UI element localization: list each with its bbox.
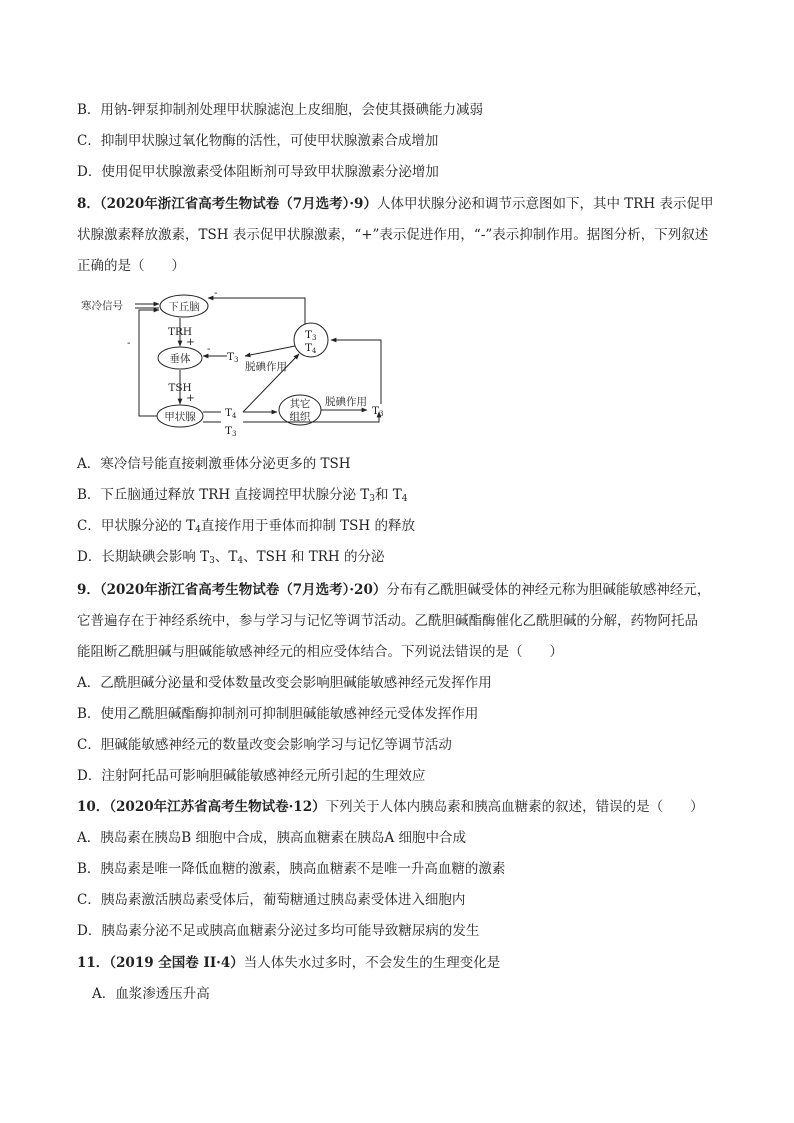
q9-stem-text: 分布有乙酰胆碱受体的神经元称为胆碱能敏感神经元， — [386, 582, 711, 598]
q9-option-d: D．注射阿托品可影响胆碱能敏感神经元所引起的生理效应 — [77, 768, 426, 784]
q10-stem — [77, 797, 704, 817]
q11-stem-text: 当人体失水过多时，不会发生的生理变化是 — [243, 955, 501, 971]
q10-option-d: D．胰岛素分泌不足或胰高血糖素分泌过多均可能导致糖尿病的发生 — [77, 923, 480, 939]
q8-option-d: D．长期缺碘会影响 $T_3$、$T_4$、TSH 和 TRH 的分泌 — [77, 549, 385, 566]
q10-header: 10．（2020年江苏省高考生物试卷·12） — [77, 799, 326, 815]
t4-label-thyroid: T4 — [225, 407, 237, 420]
deiodination-label-upper: 脱碘作用 — [245, 361, 287, 373]
other-tissue-label-1: 其它 — [289, 398, 311, 410]
q9-stem-line1 — [77, 580, 710, 600]
q8-stem-text: 人体甲状腺分泌和调节示意图如下，其中 TRH 表示促甲 — [376, 196, 714, 212]
q11-stem — [77, 953, 500, 973]
pituitary-label: 垂体 — [169, 353, 191, 365]
q7-option-c: C．抑制甲状腺过氧化物酶的活性，可使甲状腺激素合成增加 — [77, 133, 439, 149]
q8-option-a: A．寒冷信号能直接刺激垂体分泌更多的 TSH — [77, 456, 351, 472]
t3-label-blood: T3 — [305, 329, 317, 342]
q8-stem-line2: 状腺激素释放激素，TSH 表示促甲状腺激素，“+”表示促进作用，“-”表示抑制作用。据图分析，下列叙述 — [77, 227, 709, 243]
tsh-plus-sign: + — [186, 392, 195, 404]
q10-stem-text: 下列关于人体内胰岛素和胰高血糖素的叙述，错误的是（ ） — [325, 799, 704, 815]
t3-label-thyroid: T3 — [225, 425, 237, 438]
q8-option-c: C．甲状腺分泌的 $T_4$直接作用于垂体而抑制 TSH 的释放 — [77, 518, 415, 535]
q11-header: 11．（2019 全国卷 II·4） — [77, 955, 244, 971]
thyroid-label: 甲状腺 — [164, 411, 196, 423]
feedback-minus-sign-top: - — [214, 288, 218, 299]
feedback-minus-sign-pituitary: - — [207, 343, 211, 355]
t4-label-blood: T4 — [305, 342, 317, 355]
q9-option-a: A．乙酰胆碱分泌量和受体数量改变会影响胆碱能敏感神经元发挥作用 — [77, 675, 492, 691]
q7-option-b: B．用钠-钾泵抑制剂处理甲状腺滤泡上皮细胞，会使其摄碘能力减弱 — [77, 102, 483, 118]
q10-option-a: A．胰岛素在胰岛B 细胞中合成，胰高血糖素在胰岛A 细胞中合成 — [77, 830, 467, 846]
q9-stem-line2: 它普遍存在于神经系统中，参与学习与记忆等调节活动。乙酰胆碱酯酶催化乙酰胆碱的分解，药物阿托品 — [77, 613, 698, 629]
q9-stem-line3: 能阻断乙酰胆碱与胆碱能敏感神经元的相应受体结合。下列说法错误的是（ ） — [77, 644, 563, 660]
cold-signal-label: 寒冷信号 — [81, 300, 123, 312]
trh-plus-sign: + — [186, 336, 195, 348]
q7-option-d: D．使用促甲状腺激素受体阻断剂可导致甲状腺激素分泌增加 — [77, 164, 439, 180]
q9-option-b: B．使用乙酰胆碱酯酶抑制剂可抑制胆碱能敏感神经元受体发挥作用 — [77, 706, 479, 722]
other-tissue-label-2: 组织 — [289, 411, 311, 423]
tsh-label: TSH — [168, 382, 192, 394]
q8-header: 8．（2020年浙江省高考生物试卷（7月选考）·9） — [77, 196, 377, 212]
trh-label: TRH — [167, 326, 193, 338]
q8-stem-line3: 正确的是（ ） — [77, 258, 185, 274]
deiodination-label-lower: 脱碘作用 — [325, 396, 367, 408]
q9-header: 9．（2020年浙江省高考生物试卷（7月选考）·20） — [77, 582, 387, 598]
q8-option-b: B．下丘脑通过释放 TRH 直接调控甲状腺分泌 $T_3$和 $T_4$ — [77, 487, 408, 504]
t3-label-right: T3 — [372, 405, 384, 418]
t3-label-pituitary: T3 — [227, 351, 239, 364]
q8-stem-line1 — [77, 194, 713, 214]
q11-option-a: A．血浆渗透压升高 — [92, 986, 210, 1002]
hypothalamus-label: 下丘脑 — [168, 301, 200, 313]
q10-option-c: C．胰岛素激活胰岛素受体后，葡萄糖通过胰岛素受体进入细胞内 — [77, 892, 466, 908]
feedback-minus-sign-left: - — [127, 337, 131, 349]
q9-option-c: C．胆碱能敏感神经元的数量改变会影响学习与记忆等调节活动 — [77, 737, 452, 753]
q10-option-b: B．胰岛素是唯一降低血糖的激素，胰高血糖素不是唯一升高血糖的激素 — [77, 861, 506, 877]
thyroid-regulation-diagram — [77, 288, 407, 438]
